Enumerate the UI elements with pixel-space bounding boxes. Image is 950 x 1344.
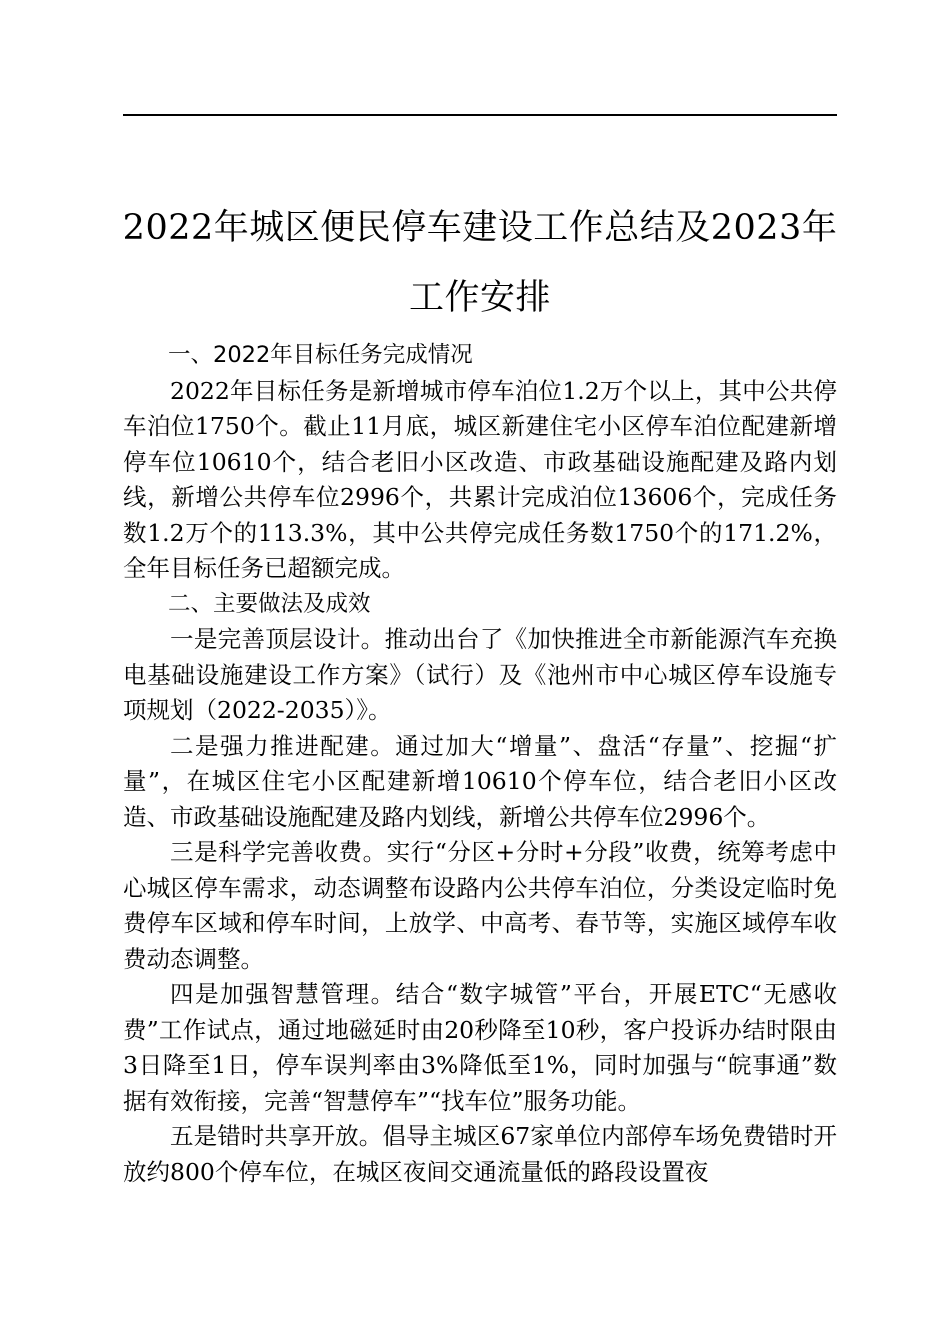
- paragraph-shared-opening: 五是错时共享开放。倡导主城区67家单位内部停车场免费错时开放约800个停车位，在城区夜间交通流量低的路段设置夜: [123, 1122, 837, 1186]
- paragraph-smart-management: 四是加强智慧管理。结合“数字城管”平台，开展ETC“无感收费”工作试点，通过地磁延时由20秒降至10秒，客户投诉办结时限由3日降至1日，停车误判率由3%降低至1%，同时加强与“皖事通”数据有效衔接，完善“智慧停车”“找车位”服务功能。: [123, 980, 837, 1115]
- paragraph-top-level-design: 一是完善顶层设计。推动出台了《加快推进全市新能源汽车充换电基础设施建设工作方案》（试行）及《池州市中心城区停车设施专项规划（2022-2035）》。: [123, 625, 837, 724]
- document-title: [100, 193, 860, 333]
- section-heading-2: 二、主要做法及成效: [168, 590, 371, 617]
- paragraph-construction: 二是强力推进配建。通过加大“增量”、盘活“存量”、挖掘“扩量”，在城区住宅小区配建新增10610个停车位，结合老旧小区改造、市政基础设施配建及路内划线，新增公共停车位2996个。: [123, 731, 837, 831]
- paragraph-targets: 2022年目标任务是新增城市停车泊位1.2万个以上，其中公共停车泊位1750个。截止11月底，城区新建住宅小区停车泊位配建新增停车位10610个，结合老旧小区改造、市政基础设施配建及路内划线，新增公共停车位2996个，共累计完成泊位13606个，完成任务数1.2万个的113.3%，其中公共停完成任务数1750个的171.2%，全年目标任务已超额完成。: [123, 376, 837, 582]
- section-heading-1: 一、2022年目标任务完成情况: [168, 342, 473, 368]
- paragraph-charging: 三是科学完善收费。实行“分区+分时+分段”收费，统筹考虑中心城区停车需求，动态调整布设路内公共停车泊位，分类设定临时免费停车区域和停车时间，上放学、中高考、春节等，实施区域停车收费动态调整。: [123, 838, 837, 973]
- title-line-1: 2022年城区便民停车建设工作总结及2023年: [122, 208, 838, 249]
- document-body: [123, 338, 837, 1190]
- header-rule: [123, 114, 837, 116]
- title-line-2: 工作安排: [408, 278, 551, 319]
